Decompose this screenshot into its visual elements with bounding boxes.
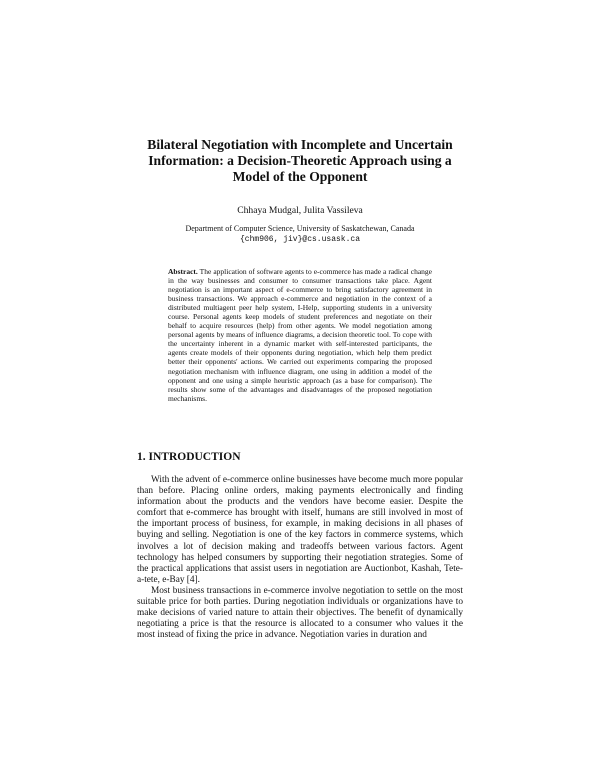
author-email: {chm906, jiv}@cs.usask.ca [239,235,361,244]
body-paragraph-2: Most business transactions in e-commerce involve negotiation to settle on the most suitable price for both parties. During negotiation individuals or organizations have to make decisions of varied nature to attain their objectives. The benefit of dynamically negotiating a price is that the resource is allocated to a consumer who values it the most instead of fixing the price in advance. Negotiation varies in duration and [137,585,463,641]
abstract-text: The application of software agents to e-commerce has made a radical change in the way businesses and consumer to consumer transactions take place. Agent negotiation is an important aspect of e-commerce to bring satisfactory agreement in business transactions. We approach e-commerce and negotiation in the context of a distributed multiagent peer help system, I-Help, supporting students in a university course. Personal agents keep models of student preferences and negotiate on their behalf to acquire resources (help) from other agents. We model negotiation among personal agents by means of influence diagrams, a decision theoretic tool. To cope with the uncertainty inherent in a dynamic market with self-interested participants, the agents create models of their opponents during negotiation, which help them predict better their opponents' actions. We carried out experiments comparing the proposed negotiation mechanism with influence diagram, one using in addition a model of the opponent and one using a simple heuristic approach (as a base for comparison). The results show some of the advantages and disadvantages of the proposed negotiation mechanisms. [168,267,432,403]
paper-title: Bilateral Negotiation with Incomplete and Uncertain Information: a Decision-Theoretic Approach using a Model of the Opponent [147,137,453,185]
abstract [168,267,432,403]
section-heading: 1. INTRODUCTION [137,451,241,463]
affiliation-block [0,223,600,245]
affiliation-text: Department of Computer Science, University of Saskatchewan, Canada [185,224,415,233]
body-paragraph-1: With the advent of e-commerce online businesses have become much more popular than before. Placing online orders, making payments electronically and finding information about the products and the vendors have become easier. Despite the comfort that e-commerce has brought with itself, humans are still involved in most of the important process of business, for example, in making decisions in all phases of buying and selling. Negotiation is one of the key factors in commerce systems, which involves a lot of decision making and tradeoffs between various factors. Agent technology has helped consumers by supporting their negotiation strategies. Some of the practical applications that assist users in negotiation are Auctionbot, Kashah, Tete-a-tete, e-Bay [4]. [137,475,463,585]
author-list: Chhaya Mudgal, Julita Vassileva [237,205,363,216]
abstract-label: Abstract. [168,267,198,276]
section-body [137,475,463,641]
